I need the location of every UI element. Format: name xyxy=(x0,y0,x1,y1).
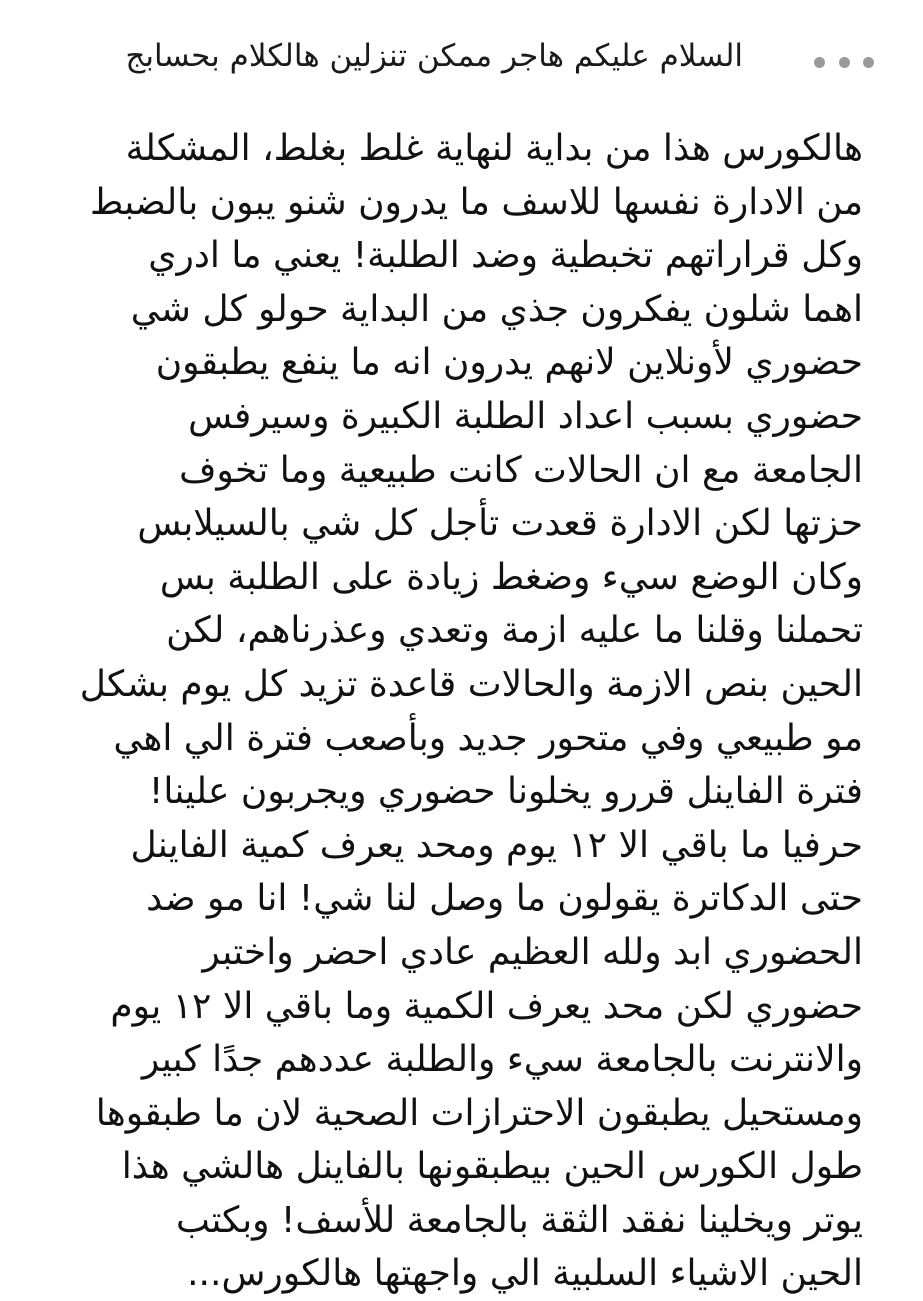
body-line: والانترنت بالجامعة سيء والطلبة عددهم جدًا كبير xyxy=(141,1039,863,1081)
body-line: وكان الوضع سيء وضغط زيادة على الطلبة بس xyxy=(159,556,863,598)
body-line: حرفيا ما باقي الا ١٢ يوم ومحد يعرف كمية الفاينل xyxy=(130,824,863,866)
body-line: الحين الاشياء السلبية الي واجهتها هالكورس... xyxy=(187,1253,863,1295)
body-line: يوتر ويخلينا نفقد الثقة بالجامعة للأسف! وبكتب xyxy=(175,1199,863,1241)
body-line: الحين بنص الازمة والحالات قاعدة تزيد كل يوم بشكل xyxy=(79,663,863,705)
body-line: الجامعة مع ان الحالات كانت طبيعية وما تخوف xyxy=(179,449,863,491)
body-line: طول الكورس الحين بيطبقونها بالفاينل هالشي هذا xyxy=(121,1146,863,1188)
body-line: ومستحيل يطبقون الاحترازات الصحية لان ما طبقوها xyxy=(95,1092,863,1134)
body-line: وكل قراراتهم تخبطية وضد الطلبة! يعني ما ادري xyxy=(148,235,863,277)
body-line: من الادارة نفسها للاسف ما يدرون شنو يبون بالضبط xyxy=(90,181,863,223)
body-line: اهما شلون يفكرون جذي من البداية حولو كل شي xyxy=(130,288,863,330)
post-header xyxy=(0,32,923,92)
more-horizontal-icon xyxy=(839,57,850,68)
body-line: حتى الدكاترة يقولون ما وصل لنا شي! انا مو ضد xyxy=(146,878,863,920)
body-line: حضوري بسبب اعداد الطلبة الكبيرة وسيرفس xyxy=(188,395,863,437)
post-body xyxy=(43,122,863,1301)
more-horizontal-icon xyxy=(814,57,825,68)
body-line: مو طبيعي وفي متحور جديد وبأصعب فترة الي اهي xyxy=(113,717,863,759)
more-horizontal-icon xyxy=(863,57,874,68)
body-line: تحملنا وقلنا ما عليه ازمة وتعدي وعذرناهم، لكن xyxy=(166,610,863,652)
body-line: هالكورس هذا من بداية لنهاية غلط بغلط، المشكلة xyxy=(125,128,863,169)
body-line: حضوري لكن محد يعرف الكمية وما باقي الا ١٢ يوم xyxy=(110,985,863,1027)
post-title: السلام عليكم هاجر ممكن تنزلين هالكلام بحسابج xyxy=(125,38,743,74)
body-line: حزتها لكن الادارة قعدت تأجل كل شي بالسيلابس xyxy=(137,503,863,545)
body-line: فترة الفاينل قررو يخلونا حضوري ويجربون علينا! xyxy=(148,771,863,813)
body-line: الحضوري ابد ولله العظيم عادي احضر واختبر xyxy=(202,931,863,973)
more-options-button[interactable] xyxy=(814,50,874,74)
body-line: حضوري لأونلاين لانهم يدرون انه ما ينفع يطبقون xyxy=(155,342,863,384)
